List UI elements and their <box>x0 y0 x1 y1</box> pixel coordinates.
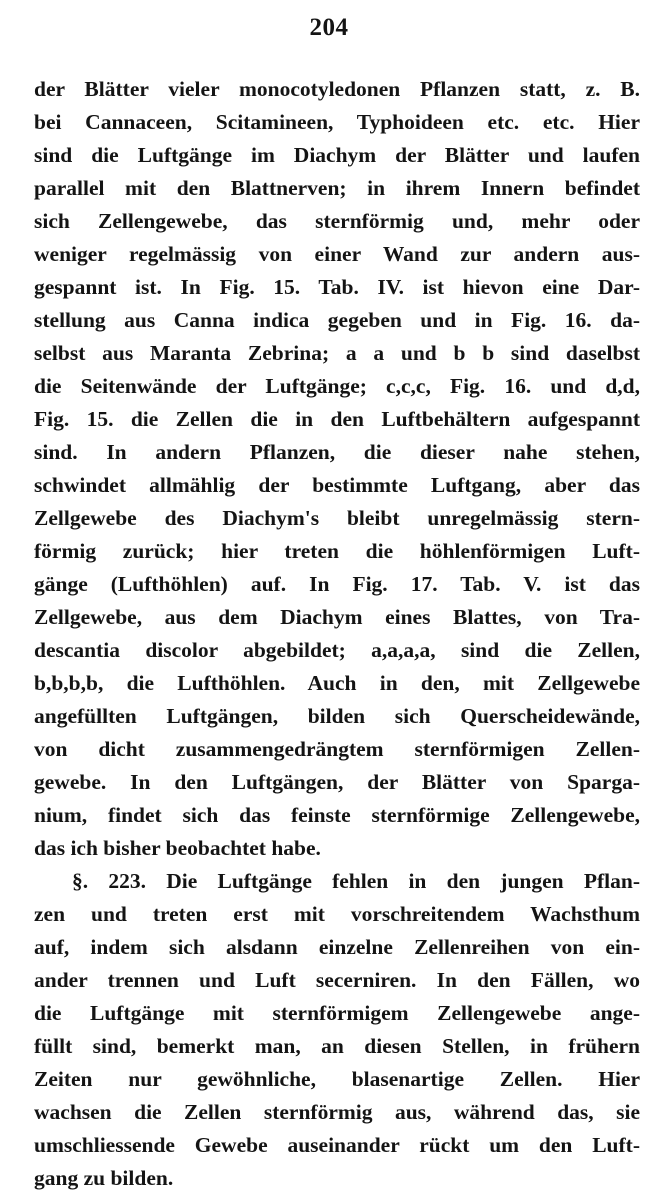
text-line: selbst aus Maranta Zebrina; a a und b b sind daselbst <box>34 341 640 365</box>
text-line: bei Cannaceen, Scitamineen, Typhoideen etc. etc. Hier <box>34 110 640 134</box>
text-line: weniger regelmässig von einer Wand zur andern aus- <box>34 242 640 266</box>
text-line: parallel mit den Blattnerven; in ihrem Innern befindet <box>34 176 640 200</box>
text-line: von dicht zusammengedrängtem sternförmigen Zellen- <box>34 737 640 761</box>
text-line: gänge (Lufthöhlen) auf. In Fig. 17. Tab. V. ist das <box>34 572 640 596</box>
text-line: sind die Luftgänge im Diachym der Blätter und laufen <box>34 143 640 167</box>
text-line: auf, indem sich alsdann einzelne Zellenreihen von ein- <box>34 935 640 959</box>
section-heading-line: §. 223. Die Luftgänge fehlen in den jungen Pflan- <box>72 869 640 893</box>
text-line: das ich bisher beobachtet habe. <box>34 836 321 860</box>
text-line: stellung aus Canna indica gegeben und in Fig. 16. da- <box>34 308 640 332</box>
text-line: zen und treten erst mit vorschreitendem Wachsthum <box>34 902 640 926</box>
text-line: Zellgewebe, aus dem Diachym eines Blattes, von Tra- <box>34 605 640 629</box>
body-text <box>34 73 640 1195</box>
text-line: gespannt ist. In Fig. 15. Tab. IV. ist hievon eine Dar- <box>34 275 640 299</box>
text-line: die Seitenwände der Luftgänge; c,c,c, Fig. 16. und d,d, <box>34 374 640 398</box>
text-line: ander trennen und Luft secerniren. In den Fällen, wo <box>34 968 640 992</box>
text-line: gang zu bilden. <box>34 1166 174 1190</box>
text-line: b,b,b,b, die Lufthöhlen. Auch in den, mit Zellgewebe <box>34 671 640 695</box>
text-line: Zeiten nur gewöhnliche, blasenartige Zellen. Hier <box>34 1067 640 1091</box>
text-line: förmig zurück; hier treten die höhlenförmigen Luft- <box>34 539 640 563</box>
text-line: Fig. 15. die Zellen die in den Luftbehältern aufgespannt <box>34 407 640 431</box>
text-line: umschliessende Gewebe auseinander rückt um den Luft- <box>34 1133 640 1157</box>
text-line: angefüllten Luftgängen, bilden sich Querscheidewände, <box>34 704 640 728</box>
page-number: 204 <box>309 14 349 41</box>
text-line: die Luftgänge mit sternförmigem Zellengewebe ange- <box>34 1001 640 1025</box>
text-line: sich Zellengewebe, das sternförmig und, mehr oder <box>34 209 640 233</box>
text-line: descantia discolor abgebildet; a,a,a,a, sind die Zellen, <box>34 638 640 662</box>
text-line: nium, findet sich das feinste sternförmige Zellengewebe, <box>34 803 640 827</box>
text-line: Zellgewebe des Diachym's bleibt unregelmässig stern- <box>34 506 640 530</box>
text-line: gewebe. In den Luftgängen, der Blätter von Sparga- <box>34 770 640 794</box>
text-line: füllt sind, bemerkt man, an diesen Stellen, in frühern <box>34 1034 640 1058</box>
text-line: sind. In andern Pflanzen, die dieser nahe stehen, <box>34 440 640 464</box>
text-line: der Blätter vieler monocotyledonen Pflanzen statt, z. B. <box>34 77 640 101</box>
text-line: wachsen die Zellen sternförmig aus, während das, sie <box>34 1100 640 1124</box>
text-line: schwindet allmählig der bestimmte Luftgang, aber das <box>34 473 640 497</box>
